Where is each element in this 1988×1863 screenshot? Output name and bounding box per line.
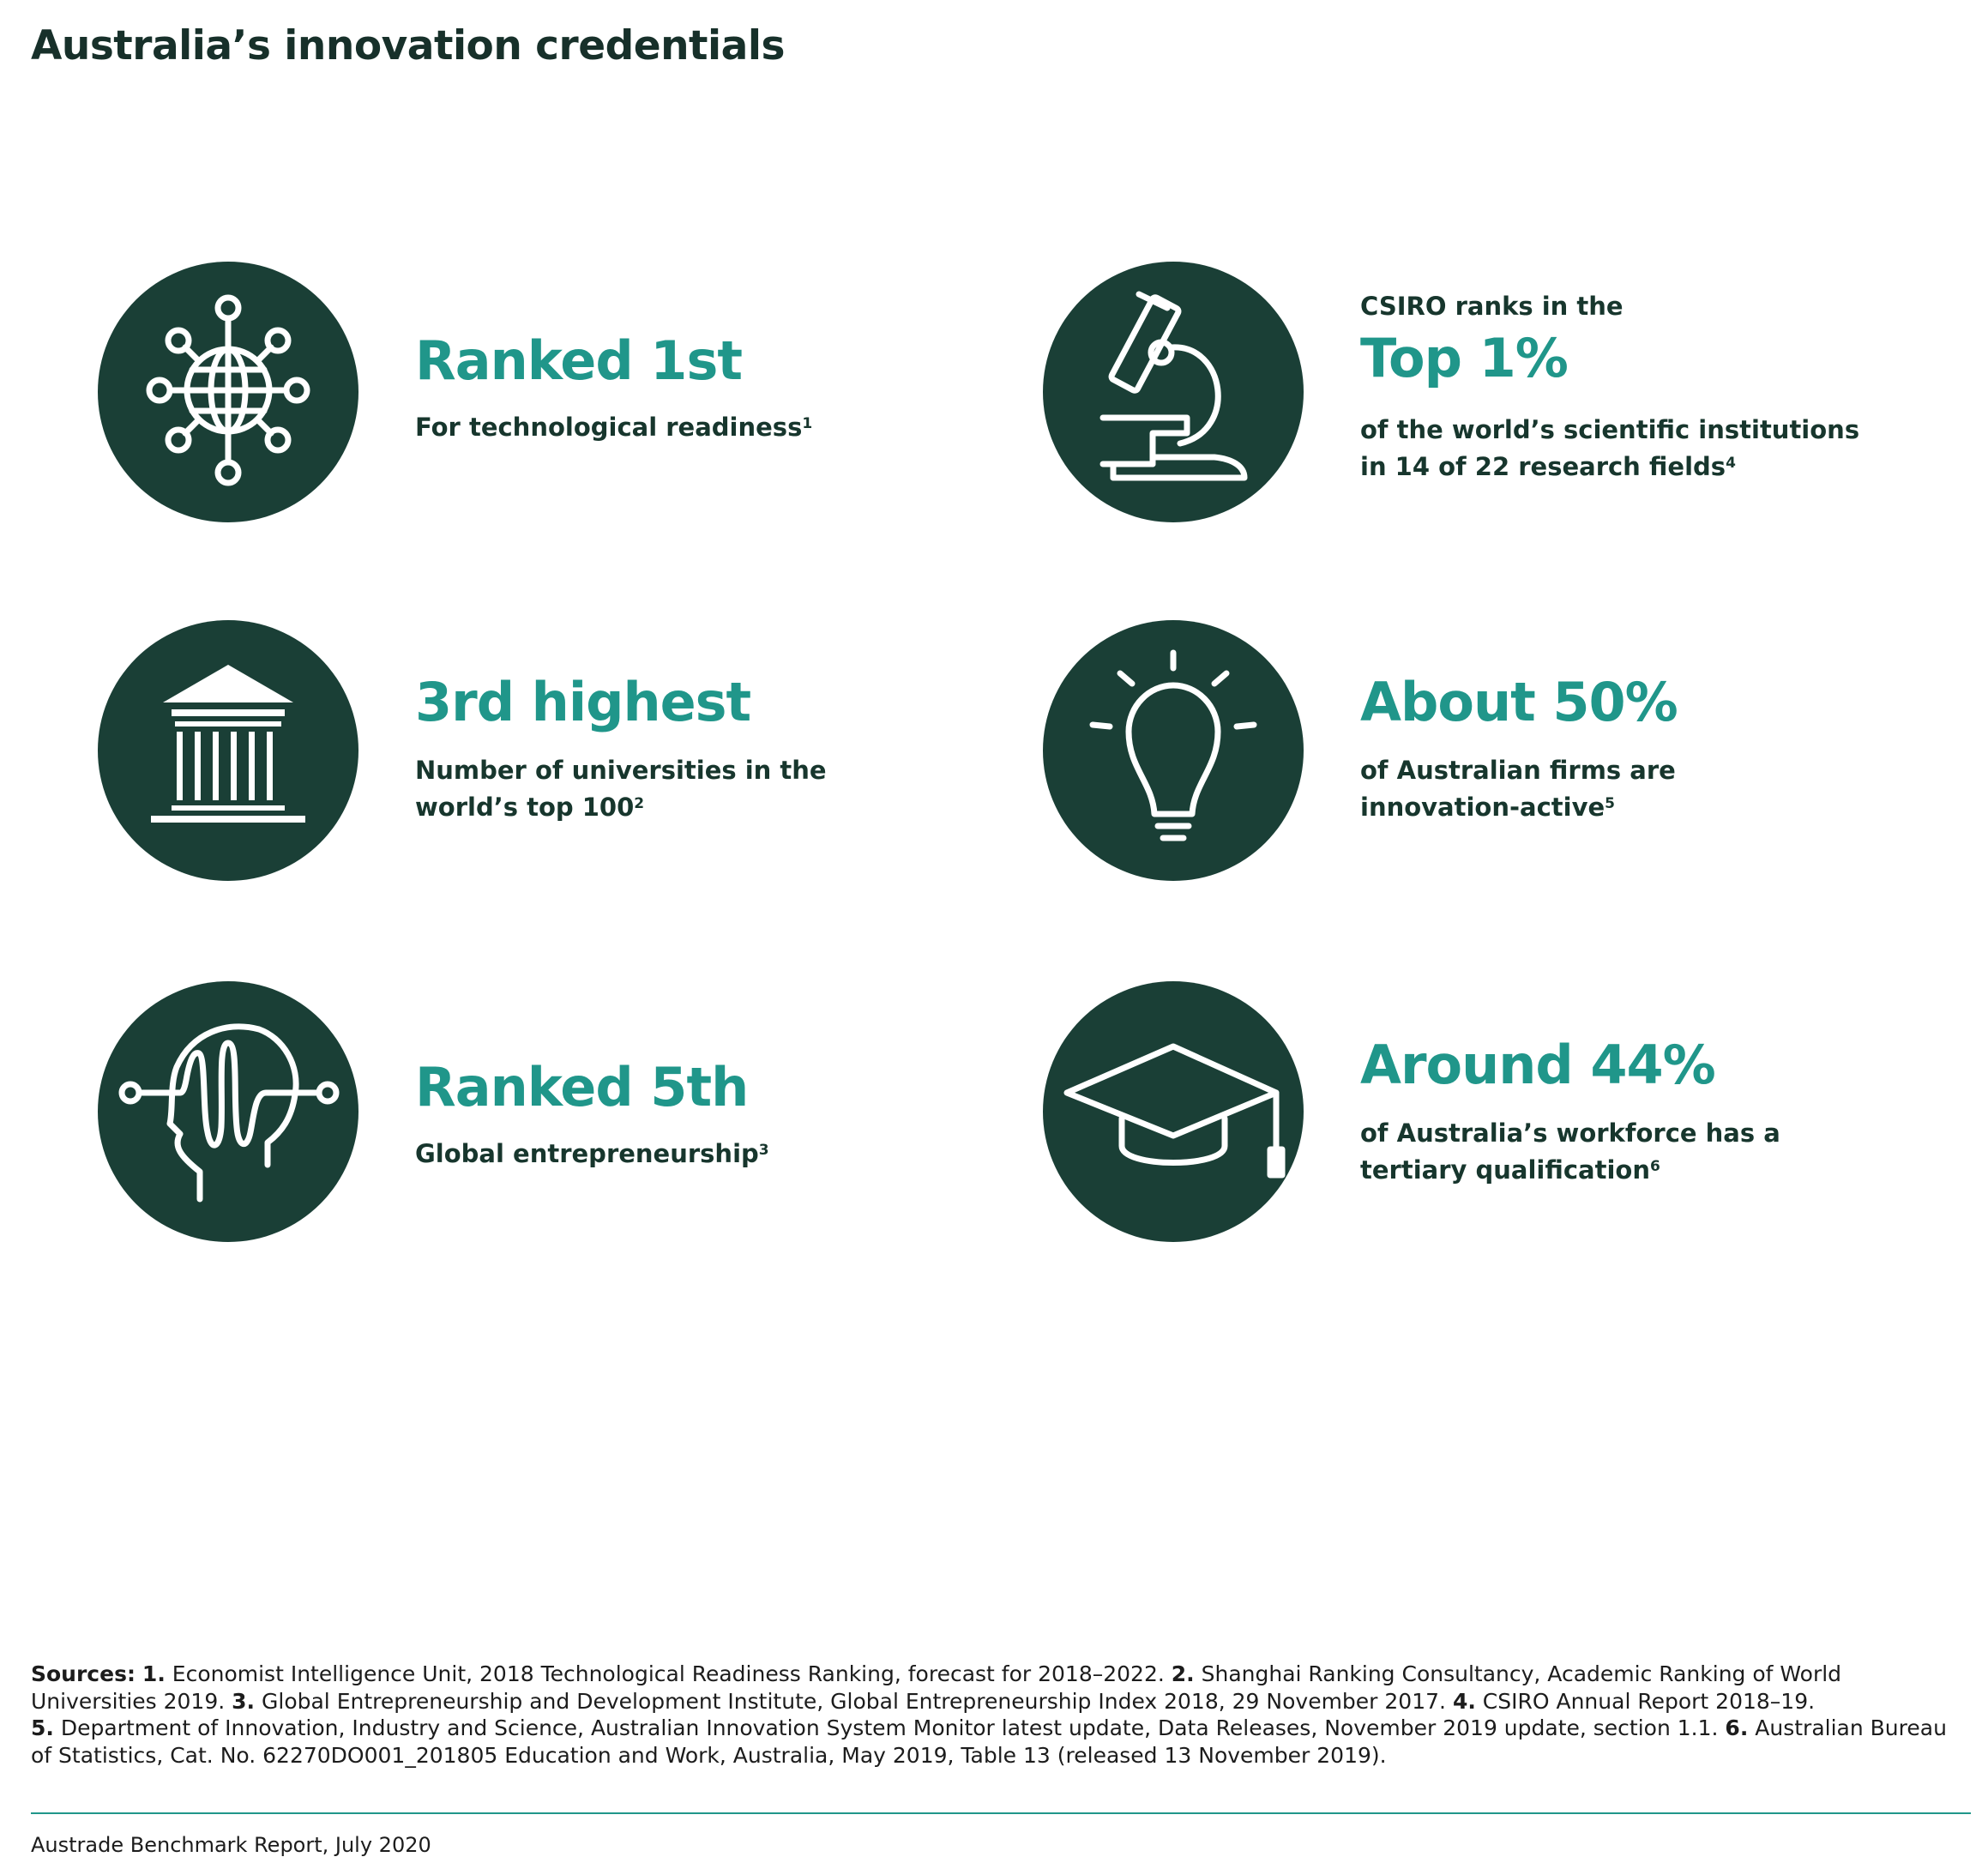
sources-note: Sources: 1. Economist Intelligence Unit, 2018 Technological Readiness Ranking, forecast for 2018–2022. 2. Shanghai Ranking Consultancy, Academic Ranking of World Universities 2019. 3. Global Entrepreneurship and Development Institute, Global Entrepreneurship Index 2018, 29 November 2017. 4. CSIRO Annual Report 2018–19. 5. Department of Innovation, Industry and Science, Australian Innovation System Monitor latest update, Data Releases, November 2019 update, section 1.1. 6. Australian Bureau of Statistics, Cat. No. 62270DO001_201805 Education and Work, Australia, May 2019, Table 13 (released 13 November 2019). [31, 1661, 1947, 1768]
stat-about-50-percent [1360, 673, 1892, 826]
footnote-ref: 1 [802, 415, 813, 433]
footnote-ref: 5 [1605, 795, 1616, 813]
stat-ranked-5th [415, 1058, 947, 1173]
stat-3rd-highest [415, 673, 947, 826]
stat-top-1-percent [1360, 292, 1892, 485]
footer-text: Austrade Benchmark Report, July 2020 [31, 1833, 431, 1857]
stat-description: of the world’s scientific institutions in 14 of 22 research fields$^4$ [1360, 415, 1860, 482]
stat-headline: Ranked 1st [415, 329, 742, 392]
stat-description: of Australian firms are innovation-active$^5$ [1360, 756, 1676, 823]
stat-icon-circle [98, 262, 358, 522]
stat-icon-circle [1043, 981, 1304, 1242]
stat-headline: Around 44% [1360, 1034, 1715, 1096]
stat-description: For technological readiness$^1$ [415, 413, 813, 443]
stat-headline: Top 1% [1360, 327, 1568, 389]
page-title: Australia’s innovation credentials [31, 22, 785, 69]
footnote-ref: 3 [758, 1142, 769, 1160]
stat-headline: 3rd highest [415, 671, 751, 733]
graduation-cap-icon [1043, 981, 1304, 1242]
stat-around-44-percent [1360, 1036, 1892, 1189]
stat-icon-circle [98, 620, 358, 881]
footnote-ref: 2 [634, 795, 645, 813]
stat-headline: Ranked 5th [415, 1056, 749, 1118]
globe-network-icon [98, 262, 358, 522]
university-building-icon [98, 620, 358, 881]
stat-icon-circle [98, 981, 358, 1242]
microscope-icon [1043, 262, 1304, 522]
stat-ranked-1st [415, 329, 947, 446]
footnote-ref: 4 [1726, 455, 1736, 473]
stat-icon-circle [1043, 620, 1304, 881]
stat-description: Number of universities in the world’s top $100^2$ [415, 756, 827, 823]
stat-icon-circle [1043, 262, 1304, 522]
stat-headline: About 50% [1360, 671, 1678, 733]
footnote-ref: 6 [1650, 1158, 1660, 1176]
footer-divider [31, 1812, 1971, 1814]
head-soundwave-icon [98, 981, 358, 1242]
stat-description: Global entrepreneurship$^3$ [415, 1139, 769, 1169]
stat-kicker: CSIRO ranks in the [1360, 292, 1624, 321]
lightbulb-icon [1043, 620, 1304, 881]
stat-description: of Australia’s workforce has a tertiary qualification$^6$ [1360, 1118, 1780, 1185]
